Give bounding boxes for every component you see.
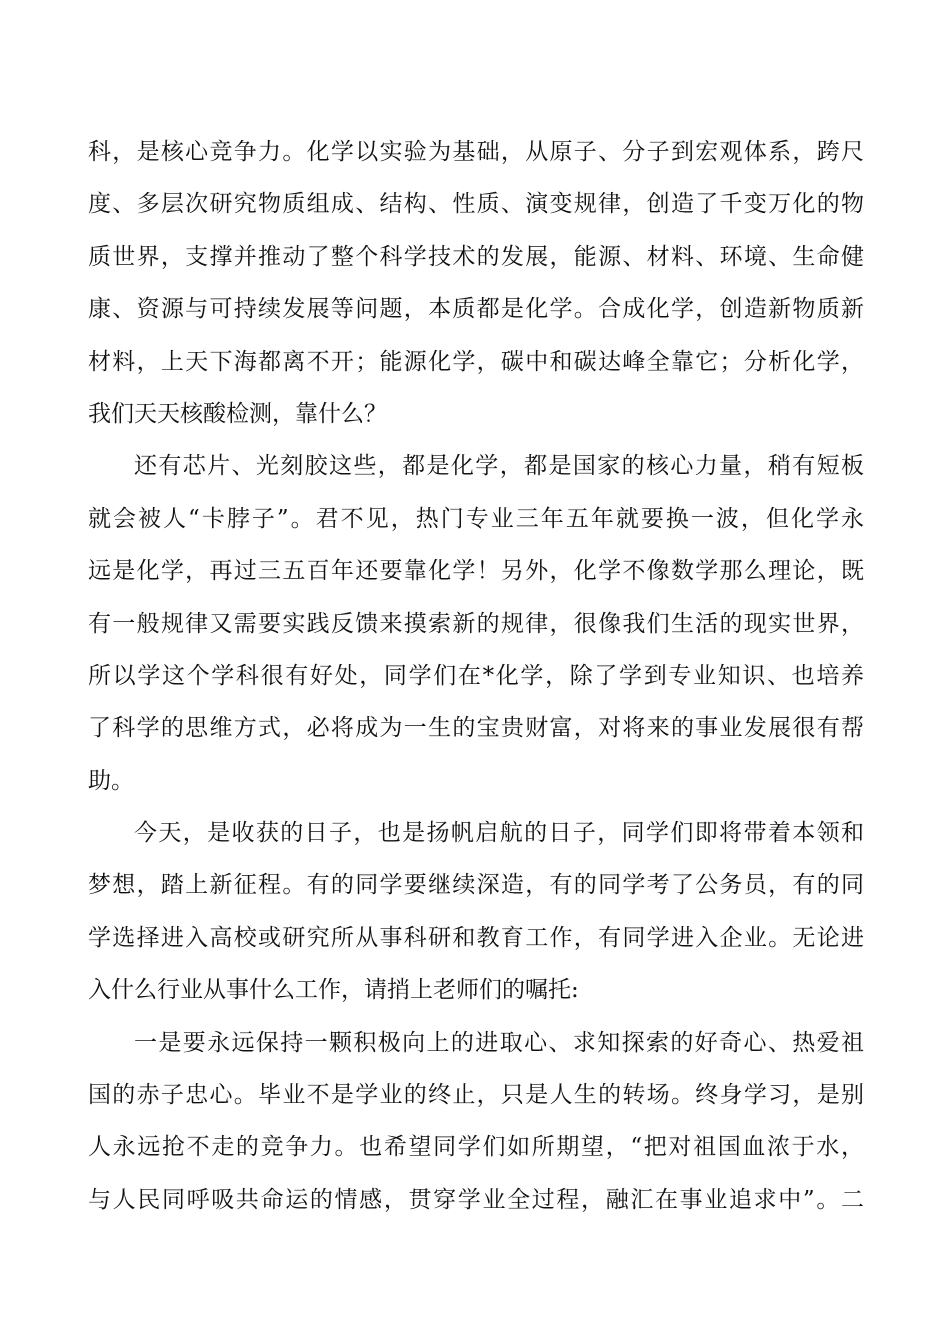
text-line: 梦想，踏上新征程。有的同学要继续深造，有的同学考了公务员，有的同 <box>88 872 864 899</box>
paragraph <box>88 126 864 440</box>
paragraph <box>88 1017 864 1227</box>
text-line: 人永远抢不走的竞争力。也希望同学们如所期望，“把对祖国血浓于水， <box>88 1134 864 1161</box>
text-line: 了科学的思维方式，必将成为一生的宝贵财富，对将来的事业发展很有帮 <box>88 715 864 742</box>
text-line: 与人民同呼吸共命运的情感，贯穿学业全过程，融汇在事业追求中”。二 <box>88 1186 864 1213</box>
text-line: 有一般规律又需要实践反馈来摸索新的规律，很像我们生活的现实世界， <box>88 610 864 637</box>
text-line: 今天，是收获的日子，也是扬帆启航的日子，同学们即将带着本领和 <box>134 820 864 847</box>
text-line: 学选择进入高校或研究所从事科研和教育工作，有同学进入企业。无论进 <box>88 924 864 951</box>
text-line: 入什么行业从事什么工作，请捎上老师们的嘱托: <box>88 977 579 1004</box>
paragraph <box>88 440 864 807</box>
text-line: 一是要永远保持一颗积极向上的进取心、求知探索的好奇心、热爱祖 <box>134 1029 864 1056</box>
text-line: 材料，上天下海都离不开；能源化学，碳中和碳达峰全靠它；分析化学， <box>88 348 864 375</box>
text-line: 所以学这个学科很有好处，同学们在*化学，除了学到专业知识、也培养 <box>88 662 864 689</box>
text-line: 康、资源与可持续发展等问题，本质都是化学。合成化学，创造新物质新 <box>88 296 864 323</box>
text-line: 我们天天核酸检测，靠什么？ <box>88 400 387 427</box>
text-line: 远是化学，再过三五百年还要靠化学！另外，化学不像数学那么理论，既 <box>88 558 864 585</box>
text-line: 就会被人“卡脖子”。君不见，热门专业三年五年就要换一波，但化学永 <box>88 505 864 532</box>
text-line: 科，是核心竞争力。化学以实验为基础，从原子、分子到宏观体系，跨尺 <box>88 139 864 165</box>
text-line: 还有芯片、光刻胶这些，都是化学，都是国家的核心力量，稍有短板 <box>134 453 864 480</box>
text-line: 国的赤子忠心。毕业不是学业的终止，只是人生的转场。终身学习，是别 <box>88 1082 864 1109</box>
document-body <box>88 126 864 1226</box>
text-line: 质世界，支撑并推动了整个科学技术的发展，能源、材料、环境、生命健 <box>88 243 864 270</box>
text-line: 助。 <box>88 767 134 794</box>
text-line: 度、多层次研究物质组成、结构、性质、演变规律，创造了千变万化的物 <box>88 191 864 218</box>
paragraph <box>88 807 864 1017</box>
